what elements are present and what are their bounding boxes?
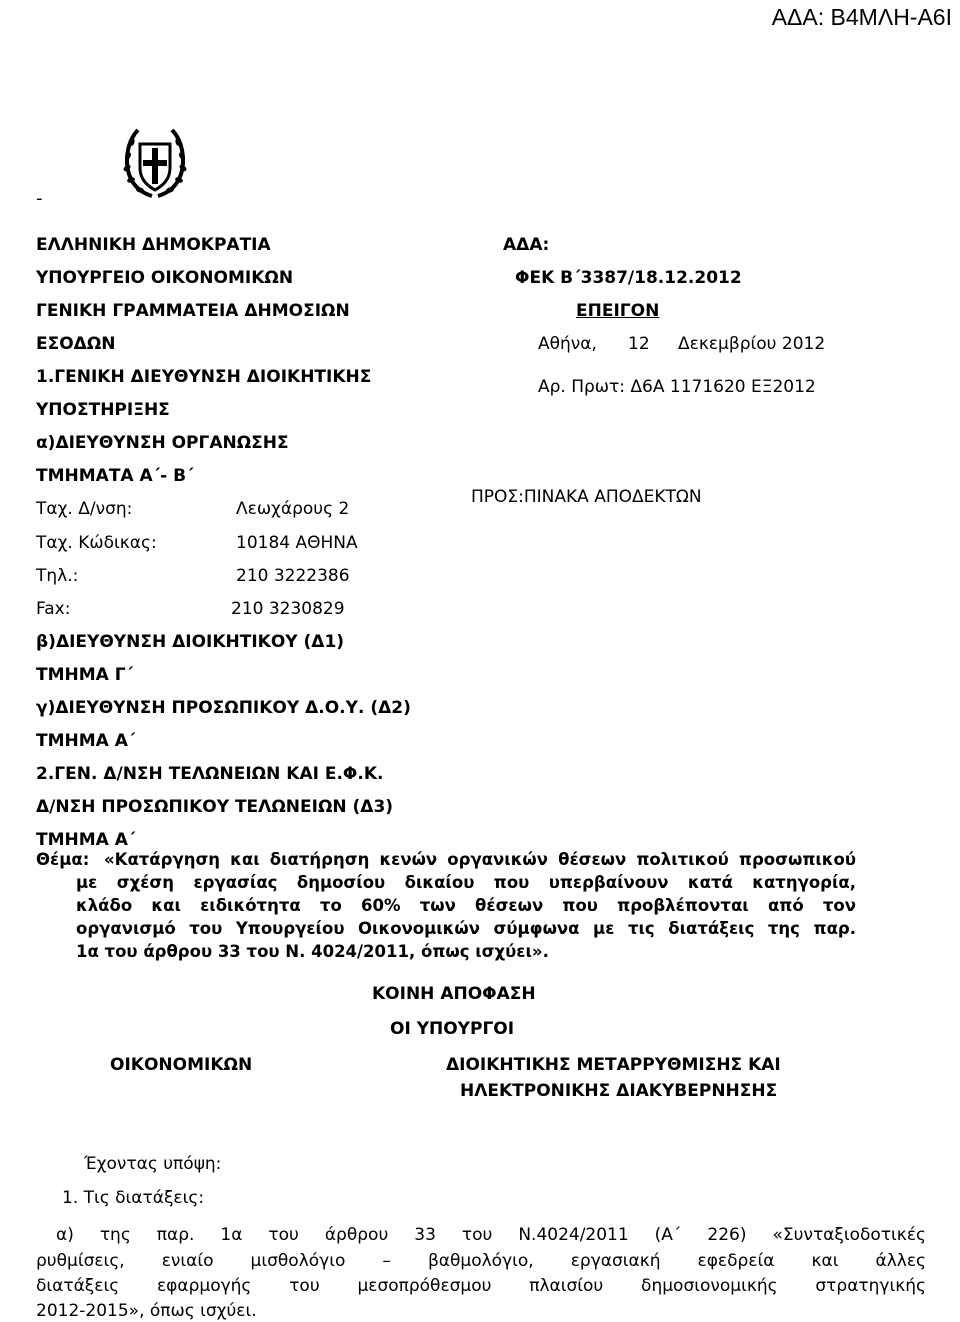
ada-label: ΑΔΑ: (503, 235, 550, 255)
minister-admin-reform: ΔΙΟΙΚΗΤΙΚΗΣ ΜΕΤΑΡΡΥΘΜΙΣΗΣ ΚΑΙ (446, 1055, 781, 1075)
fek-reference: ΦΕΚ Β΄3387/18.12.2012 (515, 268, 742, 288)
subject-line: οργανισμό του Υπουργείου Οικονομικών σύμφωνα με τις διατάξεις της παρ. (76, 919, 856, 938)
sender-line-dept-a: ΤΜΗΜΑ Α΄ (36, 731, 136, 751)
place: Αθήνα, (538, 334, 597, 354)
sender-line-support: ΥΠΟΣΤΗΡΙΞΗΣ (36, 400, 170, 420)
date-month-year: Δεκεμβρίου 2012 (678, 334, 826, 354)
subject-line: κλάδο και ειδικότητα το 60% των θέσεων που προβλέπονται από τον (76, 896, 856, 915)
sender-line-customs: 2.ΓΕΝ. Δ/ΝΣΗ ΤΕΛΩΝΕΙΩΝ ΚΑΙ Ε.Φ.Κ. (36, 764, 384, 784)
decision-title: ΚΟΙΝΗ ΑΠΟΦΑΣΗ (372, 984, 536, 1004)
sender-line-republic: ΕΛΛΗΝΙΚΗ ΔΗΜΟΚΡΑΤΙΑ (36, 235, 271, 255)
recipients: ΠΡΟΣ:ΠΙΝΑΚΑ ΑΠΟΔΕΚΤΩΝ (471, 487, 702, 507)
sender-line-org-directorate: α)ΔΙΕΥΘΥΝΣΗ ΟΡΓΑΝΩΣΗΣ (36, 433, 289, 453)
date-day: 12 (628, 334, 650, 354)
ada-header: ΑΔΑ: Β4ΜΛΗ-Α6Ι (771, 4, 952, 30)
body-paragraph-line: διατάξεις εφαρμογής του μεσοπρόθεσμου πλαισίου δημοσιονομικής στρατηγικής (36, 1276, 926, 1296)
sender-line-admin-directorate: β)ΔΙΕΥΘΥΝΣΗ ΔΙΟΙΚΗΤΙΚΟΥ (Δ1) (36, 632, 345, 652)
sender-line-departments: ΤΜΗΜΑΤΑ Α΄- Β΄ (36, 466, 194, 486)
fax-value: 210 3230829 (231, 599, 345, 619)
greek-emblem-icon (122, 126, 188, 200)
phone-label: Τηλ.: (36, 566, 79, 586)
sender-line-personnel-directorate: γ)ΔΙΕΥΘΥΝΣΗ ΠΡΟΣΩΠΙΚΟΥ Δ.Ο.Υ. (Δ2) (36, 698, 411, 718)
item-1: 1. Τις διατάξεις: (62, 1188, 205, 1208)
zip-value: 10184 ΑΘΗΝΑ (236, 533, 358, 553)
subject-label: Θέμα: (36, 850, 90, 869)
address-value: Λεωχάρους 2 (236, 499, 350, 519)
sender-line-customs-personnel: Δ/ΝΣΗ ΠΡΟΣΩΠΙΚΟΥ ΤΕΛΩΝΕΙΩΝ (Δ3) (36, 797, 394, 817)
sender-line-dept-c: ΤΜΗΜΑ Γ΄ (36, 665, 134, 685)
minister-e-governance: ΗΛΕΚΤΡΟΝΙΚΗΣ ΔΙΑΚΥΒΕΡΝΗΣΗΣ (460, 1081, 778, 1101)
minister-finance: ΟΙΚΟΝΟΜΙΚΩΝ (110, 1055, 253, 1075)
zip-label: Ταχ. Κώδικας: (36, 533, 157, 553)
fax-label: Fax: (36, 599, 71, 619)
sender-line-dept-a-2: ΤΜΗΜΑ Α΄ (36, 830, 136, 850)
subject-line: «Κατάργηση και διατήρηση κενών οργανικών θέσεων πολιτικού προσωπικού (104, 850, 856, 869)
dash-mark: - (36, 188, 43, 209)
address-label: Ταχ. Δ/νση: (36, 499, 133, 519)
phone-value: 210 3222386 (236, 566, 350, 586)
considering-heading: Έχοντας υπόψη: (84, 1154, 222, 1174)
protocol-number: Αρ. Πρωτ: Δ6Α 1171620 ΕΞ2012 (538, 377, 816, 397)
subject-line: 1α του άρθρου 33 του Ν. 4024/2011, όπως ισχύει». (76, 942, 549, 961)
subject-line: με σχέση εργασίας δημοσίου δικαίου που υπερβαίνουν κατά κατηγορία, (76, 873, 856, 892)
body-paragraph-line: ρυθμίσεις, ενιαίο μισθολόγιο – βαθμολόγιο, εργασιακή εφεδρεία και άλλες (36, 1251, 926, 1271)
ministers-heading: ΟΙ ΥΠΟΥΡΓΟΙ (390, 1019, 515, 1039)
body-paragraph-line: α) της παρ. 1α του άρθρου 33 του Ν.4024/2011 (Α΄ 226) «Συνταξιοδοτικές (56, 1225, 926, 1245)
sender-line-secretariat: ΓΕΝΙΚΗ ΓΡΑΜΜΑΤΕΙΑ ΔΗΜΟΣΙΩΝ (36, 301, 350, 321)
body-paragraph-line: 2012-2015», όπως ισχύει. (36, 1301, 257, 1321)
sender-line-revenues: ΕΣΟΔΩΝ (36, 334, 116, 354)
sender-line-gen-directorate: 1.ΓΕΝΙΚΗ ΔΙΕΥΘΥΝΣΗ ΔΙΟΙΚΗΤΙΚΗΣ (36, 367, 372, 387)
urgent-label: ΕΠΕΙΓΟΝ (576, 301, 660, 321)
sender-line-ministry: ΥΠΟΥΡΓΕΙΟ ΟΙΚΟΝΟΜΙΚΩΝ (36, 268, 294, 288)
